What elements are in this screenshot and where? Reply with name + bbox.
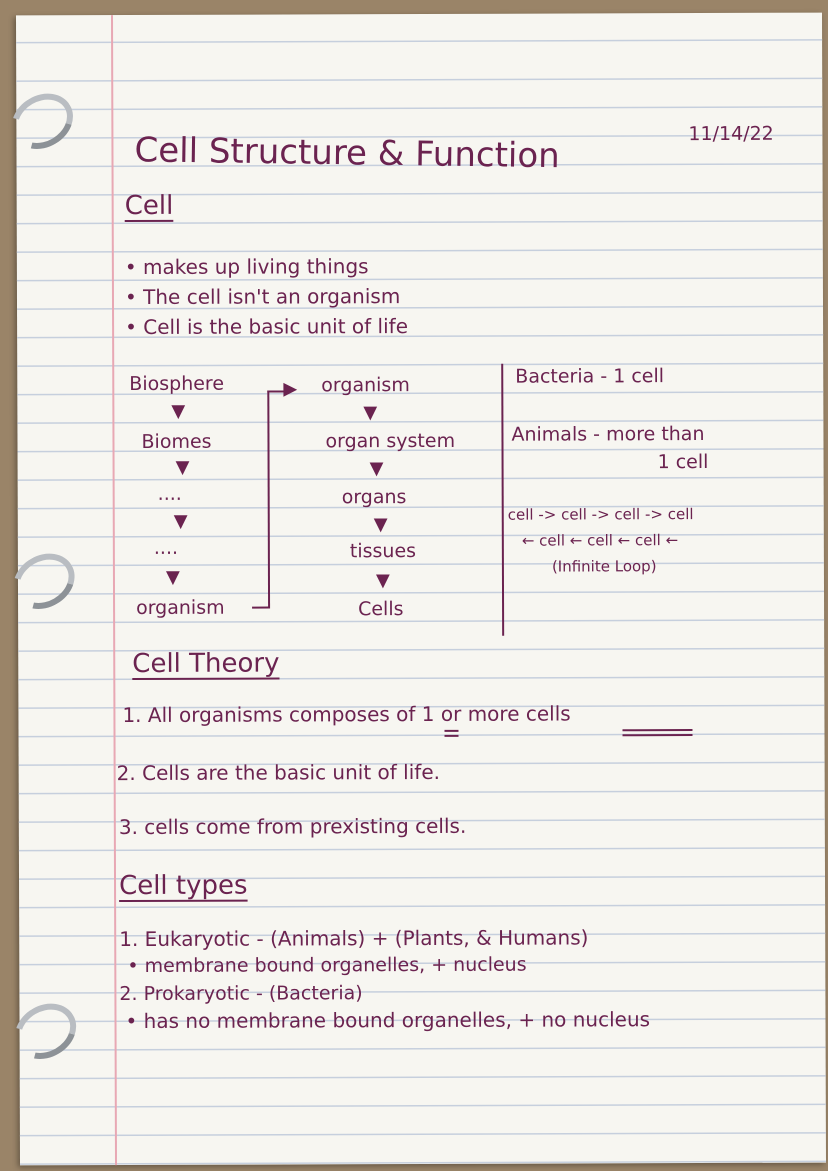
connector-line — [252, 607, 270, 609]
types-subitem: • membrane bound organelles, + nucleus — [127, 953, 527, 978]
hierarchy-middle-item: Cells — [358, 598, 404, 621]
hierarchy-left-item: organism — [136, 596, 225, 619]
hierarchy-left-item: Biomes — [141, 430, 212, 453]
column-divider — [501, 364, 504, 636]
types-subitem: • has no membrane bound organelles, + no nucleus — [125, 1007, 651, 1034]
down-arrow-icon: ▼ — [165, 566, 180, 588]
hierarchy-middle-item: tissues — [349, 540, 417, 563]
margin-line — [111, 15, 117, 1165]
hierarchy-left-item: .... — [153, 536, 179, 559]
bacteria-note: Bacteria - 1 cell — [515, 365, 665, 388]
binder-ring — [5, 993, 86, 1070]
down-arrow-icon: ▼ — [363, 402, 378, 424]
binder-ring — [2, 83, 83, 160]
cell-heading: Cell — [124, 190, 174, 222]
underline-mark — [622, 729, 692, 731]
theory-item: 1. All organisms composes of 1 or more cells — [122, 701, 571, 728]
underline-mark — [445, 735, 459, 737]
page-title: Cell Structure & Function — [134, 130, 561, 177]
notebook-page — [16, 13, 826, 1166]
cell-bullet: • makes up living things — [124, 254, 369, 280]
loop-line: cell -> cell -> cell -> cell — [507, 505, 694, 524]
right-arrow-icon: ▶ — [283, 378, 298, 400]
animals-note: Animals - more than — [511, 423, 705, 446]
loop-caption: (Infinite Loop) — [551, 557, 657, 576]
hierarchy-middle-item: organism — [321, 374, 410, 397]
binder-ring — [3, 543, 84, 620]
cell-bullet: • Cell is the basic unit of life — [125, 314, 409, 340]
down-arrow-icon: ▼ — [175, 456, 190, 478]
animals-note: 1 cell — [657, 450, 709, 474]
down-arrow-icon: ▼ — [373, 514, 388, 536]
hierarchy-left-item: .... — [157, 482, 182, 505]
underline-mark — [623, 734, 693, 736]
types-item: 2. Prokaryotic - (Bacteria) — [119, 982, 363, 1006]
hierarchy-middle-item: organs — [341, 486, 407, 509]
down-arrow-icon: ▼ — [375, 570, 390, 592]
underline-mark — [444, 730, 458, 732]
down-arrow-icon: ▼ — [171, 400, 186, 422]
hierarchy-middle-item: organ system — [325, 429, 456, 453]
cell-bullet: • The cell isn't an organism — [124, 284, 401, 310]
theory-item: 2. Cells are the basic unit of life. — [116, 759, 441, 786]
theory-heading: Cell Theory — [132, 648, 280, 680]
loop-line: ← cell ← cell ← cell ← — [521, 531, 679, 550]
theory-item: 3. cells come from prexisting cells. — [118, 813, 467, 840]
down-arrow-icon: ▼ — [369, 458, 384, 480]
connector-line — [267, 391, 270, 607]
down-arrow-icon: ▼ — [173, 510, 188, 532]
date: 11/14/22 — [688, 122, 774, 146]
types-heading: Cell types — [118, 870, 248, 902]
types-item: 1. Eukaryotic - (Animals) + (Plants, & Humans) — [119, 925, 589, 952]
hierarchy-left-item: Biosphere — [129, 372, 225, 396]
